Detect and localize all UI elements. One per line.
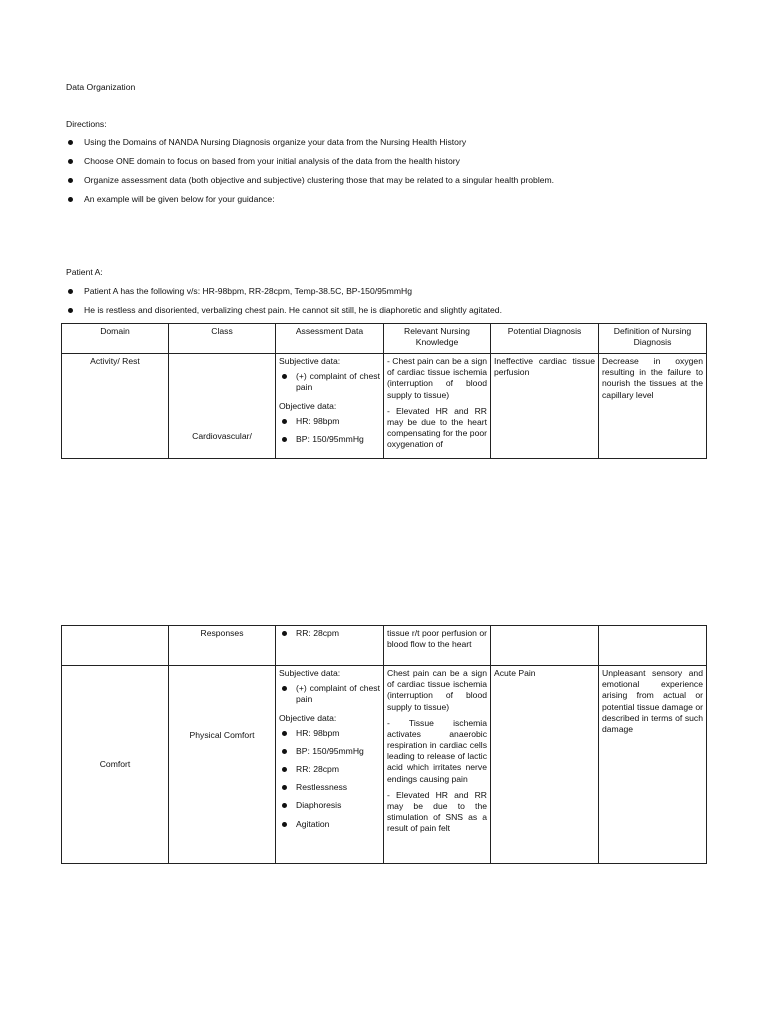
data-table-part-1 — [61, 323, 707, 459]
definition-cell: Unpleasant sensory and emotional experience arising from actual or potential tissue damage or described in terms of such damage — [599, 666, 707, 864]
patient-item: He is restless and disoriented, verbalizing chest pain. He cannot sit still, he is diaphoretic and slightly agitated. — [64, 305, 502, 324]
header-potential-diagnosis: Potential Diagnosis — [491, 324, 599, 354]
list-item: HR: 98bpm — [279, 416, 380, 427]
knowledge-cell — [384, 354, 491, 459]
direction-item: Organize assessment data (both objective and subjective) clustering those that may be related to a singular health problem. — [64, 175, 554, 194]
domain-cell: Activity/ Rest — [62, 354, 169, 459]
direction-item: Choose ONE domain to focus on based from your initial analysis of the data from the health history — [64, 156, 554, 175]
subjective-list — [279, 371, 380, 393]
objective-label: Objective data: — [279, 712, 337, 723]
class-cell: Physical Comfort — [169, 666, 276, 864]
class-cell: Responses — [169, 626, 276, 666]
list-item: (+) complaint of chest pain — [279, 683, 380, 705]
direction-item: Using the Domains of NANDA Nursing Diagnosis organize your data from the Nursing Health History — [64, 137, 554, 156]
diagnosis-cell: Ineffective cardiac tissue perfusion — [491, 354, 599, 459]
page-title: Data Organization — [66, 82, 136, 92]
definition-cell — [599, 626, 707, 666]
objective-list — [279, 628, 380, 639]
header-class: Class — [169, 324, 276, 354]
knowledge-text: - Chest pain can be a sign of cardiac tissue ischemia (interruption of blood supply to tissue) — [387, 356, 487, 400]
table-header-row — [62, 324, 707, 354]
diagnosis-cell: Acute Pain — [491, 666, 599, 864]
patient-item: Patient A has the following v/s: HR-98bpm, RR-28cpm, Temp-38.5C, BP-150/95mmHg — [64, 286, 502, 305]
list-item: RR: 28cpm — [279, 628, 380, 639]
assessment-cell — [276, 666, 384, 864]
knowledge-cell — [384, 666, 491, 864]
subjective-label: Subjective data: — [279, 356, 341, 366]
list-item: BP: 150/95mmHg — [279, 746, 380, 757]
list-item: Agitation — [279, 819, 380, 830]
directions-list — [64, 137, 554, 213]
subjective-list — [279, 683, 380, 705]
data-table-part-2 — [61, 625, 707, 864]
subjective-label: Subjective data: — [279, 668, 341, 678]
header-nursing-knowledge: Relevant Nursing Knowledge — [384, 324, 491, 354]
table-row — [62, 666, 707, 864]
list-item: BP: 150/95mmHg — [279, 434, 380, 445]
knowledge-text: Chest pain can be a sign of cardiac tissue ischemia (interruption of blood supply to tissue) — [387, 668, 487, 712]
list-item: HR: 98bpm — [279, 728, 380, 739]
knowledge-text: - Elevated HR and RR may be due to the heart compensating for the poor oxygenation of — [387, 405, 487, 450]
domain-cell: Comfort — [62, 666, 169, 864]
list-item: (+) complaint of chest pain — [279, 371, 380, 393]
header-definition: Definition of Nursing Diagnosis — [599, 324, 707, 354]
knowledge-text: - Tissue ischemia activates anaerobic respiration in cardiac cells leading to release of lactic acid which irritates nerve endings causing pain — [387, 717, 487, 784]
patient-label: Patient A: — [66, 267, 103, 277]
patient-list — [64, 286, 502, 324]
header-assessment-data: Assessment Data — [276, 324, 384, 354]
directions-label: Directions: — [66, 119, 107, 129]
class-cell: Cardiovascular/ — [169, 354, 276, 459]
diagnosis-cell — [491, 626, 599, 666]
assessment-cell — [276, 354, 384, 459]
list-item: Diaphoresis — [279, 800, 380, 811]
objective-list — [279, 416, 380, 445]
list-item: Restlessness — [279, 782, 380, 793]
assessment-cell — [276, 626, 384, 666]
objective-list — [279, 728, 380, 830]
table-row — [62, 626, 707, 666]
table-row — [62, 354, 707, 459]
knowledge-text: - Elevated HR and RR may be due to the stimulation of SNS as a result of pain felt — [387, 789, 487, 834]
definition-cell: Decrease in oxygen resulting in the failure to nourish the tissues at the capillary level — [599, 354, 707, 459]
knowledge-cell: tissue r/t poor perfusion or blood flow to the heart — [384, 626, 491, 666]
header-domain: Domain — [62, 324, 169, 354]
list-item: RR: 28cpm — [279, 764, 380, 775]
direction-item: An example will be given below for your guidance: — [64, 194, 554, 213]
domain-cell — [62, 626, 169, 666]
objective-label: Objective data: — [279, 400, 337, 411]
